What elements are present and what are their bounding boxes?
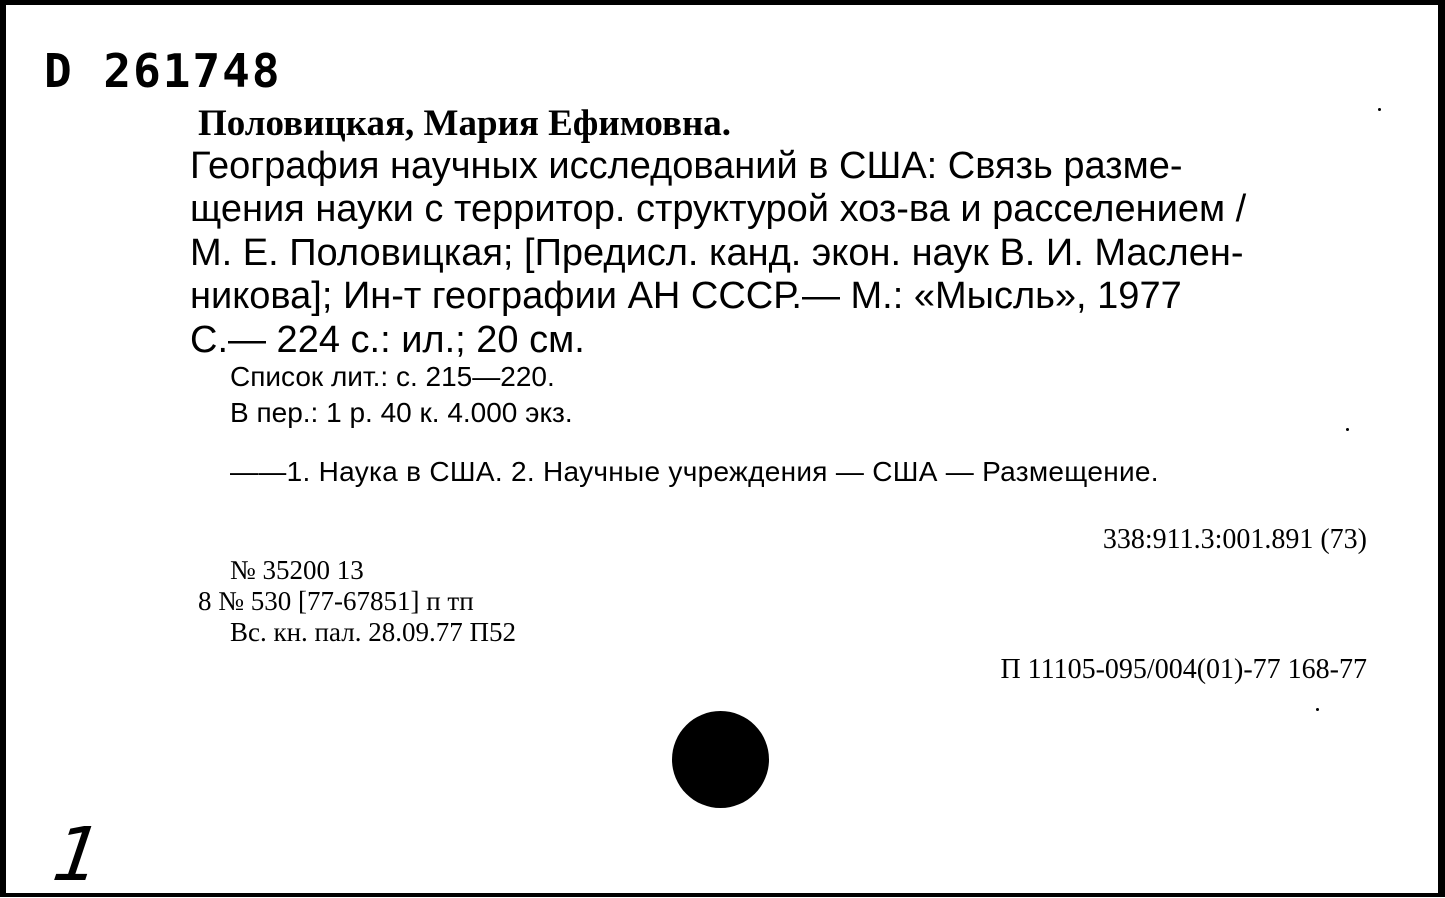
bibliography-note: Список лит.: с. 215—220.: [230, 361, 555, 392]
udc-classification: 338:911.3:001.891 (73): [1102, 524, 1367, 555]
handwritten-card-number: 1: [47, 812, 108, 898]
notes-block: [230, 359, 573, 431]
inventory-number: D 261748: [44, 44, 282, 98]
scan-speck: [1378, 108, 1381, 111]
scan-speck: [1316, 708, 1319, 711]
registration-block: [198, 555, 516, 648]
card-border-left: [0, 0, 6, 897]
order-number: 8 № 530 [77-67851] п тп: [198, 586, 474, 616]
title-line: никова]; Ин-т географии АН СССР.— М.: «Мысль», 1977: [190, 275, 1182, 318]
title-line: М. Е. Половицкая; [Предисл. канд. экон. наук В. И. Маслен-: [190, 231, 1244, 274]
book-chamber-record: Вс. кн. пал. 28.09.77 П52: [230, 617, 516, 647]
card-border-top: [0, 0, 1445, 5]
card-border-right: [1438, 0, 1445, 897]
subject-headings: ——1. Наука в США. 2. Научные учреждения — США — Размещение.: [230, 456, 1159, 487]
author-heading: Половицкая, Мария Ефимовна.: [198, 103, 732, 144]
title-description: [190, 145, 1370, 362]
title-line: С.— 224 с.: ил.; 20 см.: [190, 318, 585, 361]
price-note: В пер.: 1 р. 40 к. 4.000 экз.: [230, 397, 573, 428]
card-border-bottom: [0, 893, 1445, 897]
registration-number: № 35200 13: [230, 555, 364, 585]
title-line: География научных исследований в США: Связь разме-: [190, 145, 1183, 187]
price-code: П 11105-095/004(01)-77 168-77: [1000, 654, 1367, 685]
punch-hole: [672, 711, 769, 808]
title-line: щения науки с территор. структурой хоз-ва и расселением /: [190, 188, 1247, 231]
scan-speck: [1346, 428, 1349, 431]
